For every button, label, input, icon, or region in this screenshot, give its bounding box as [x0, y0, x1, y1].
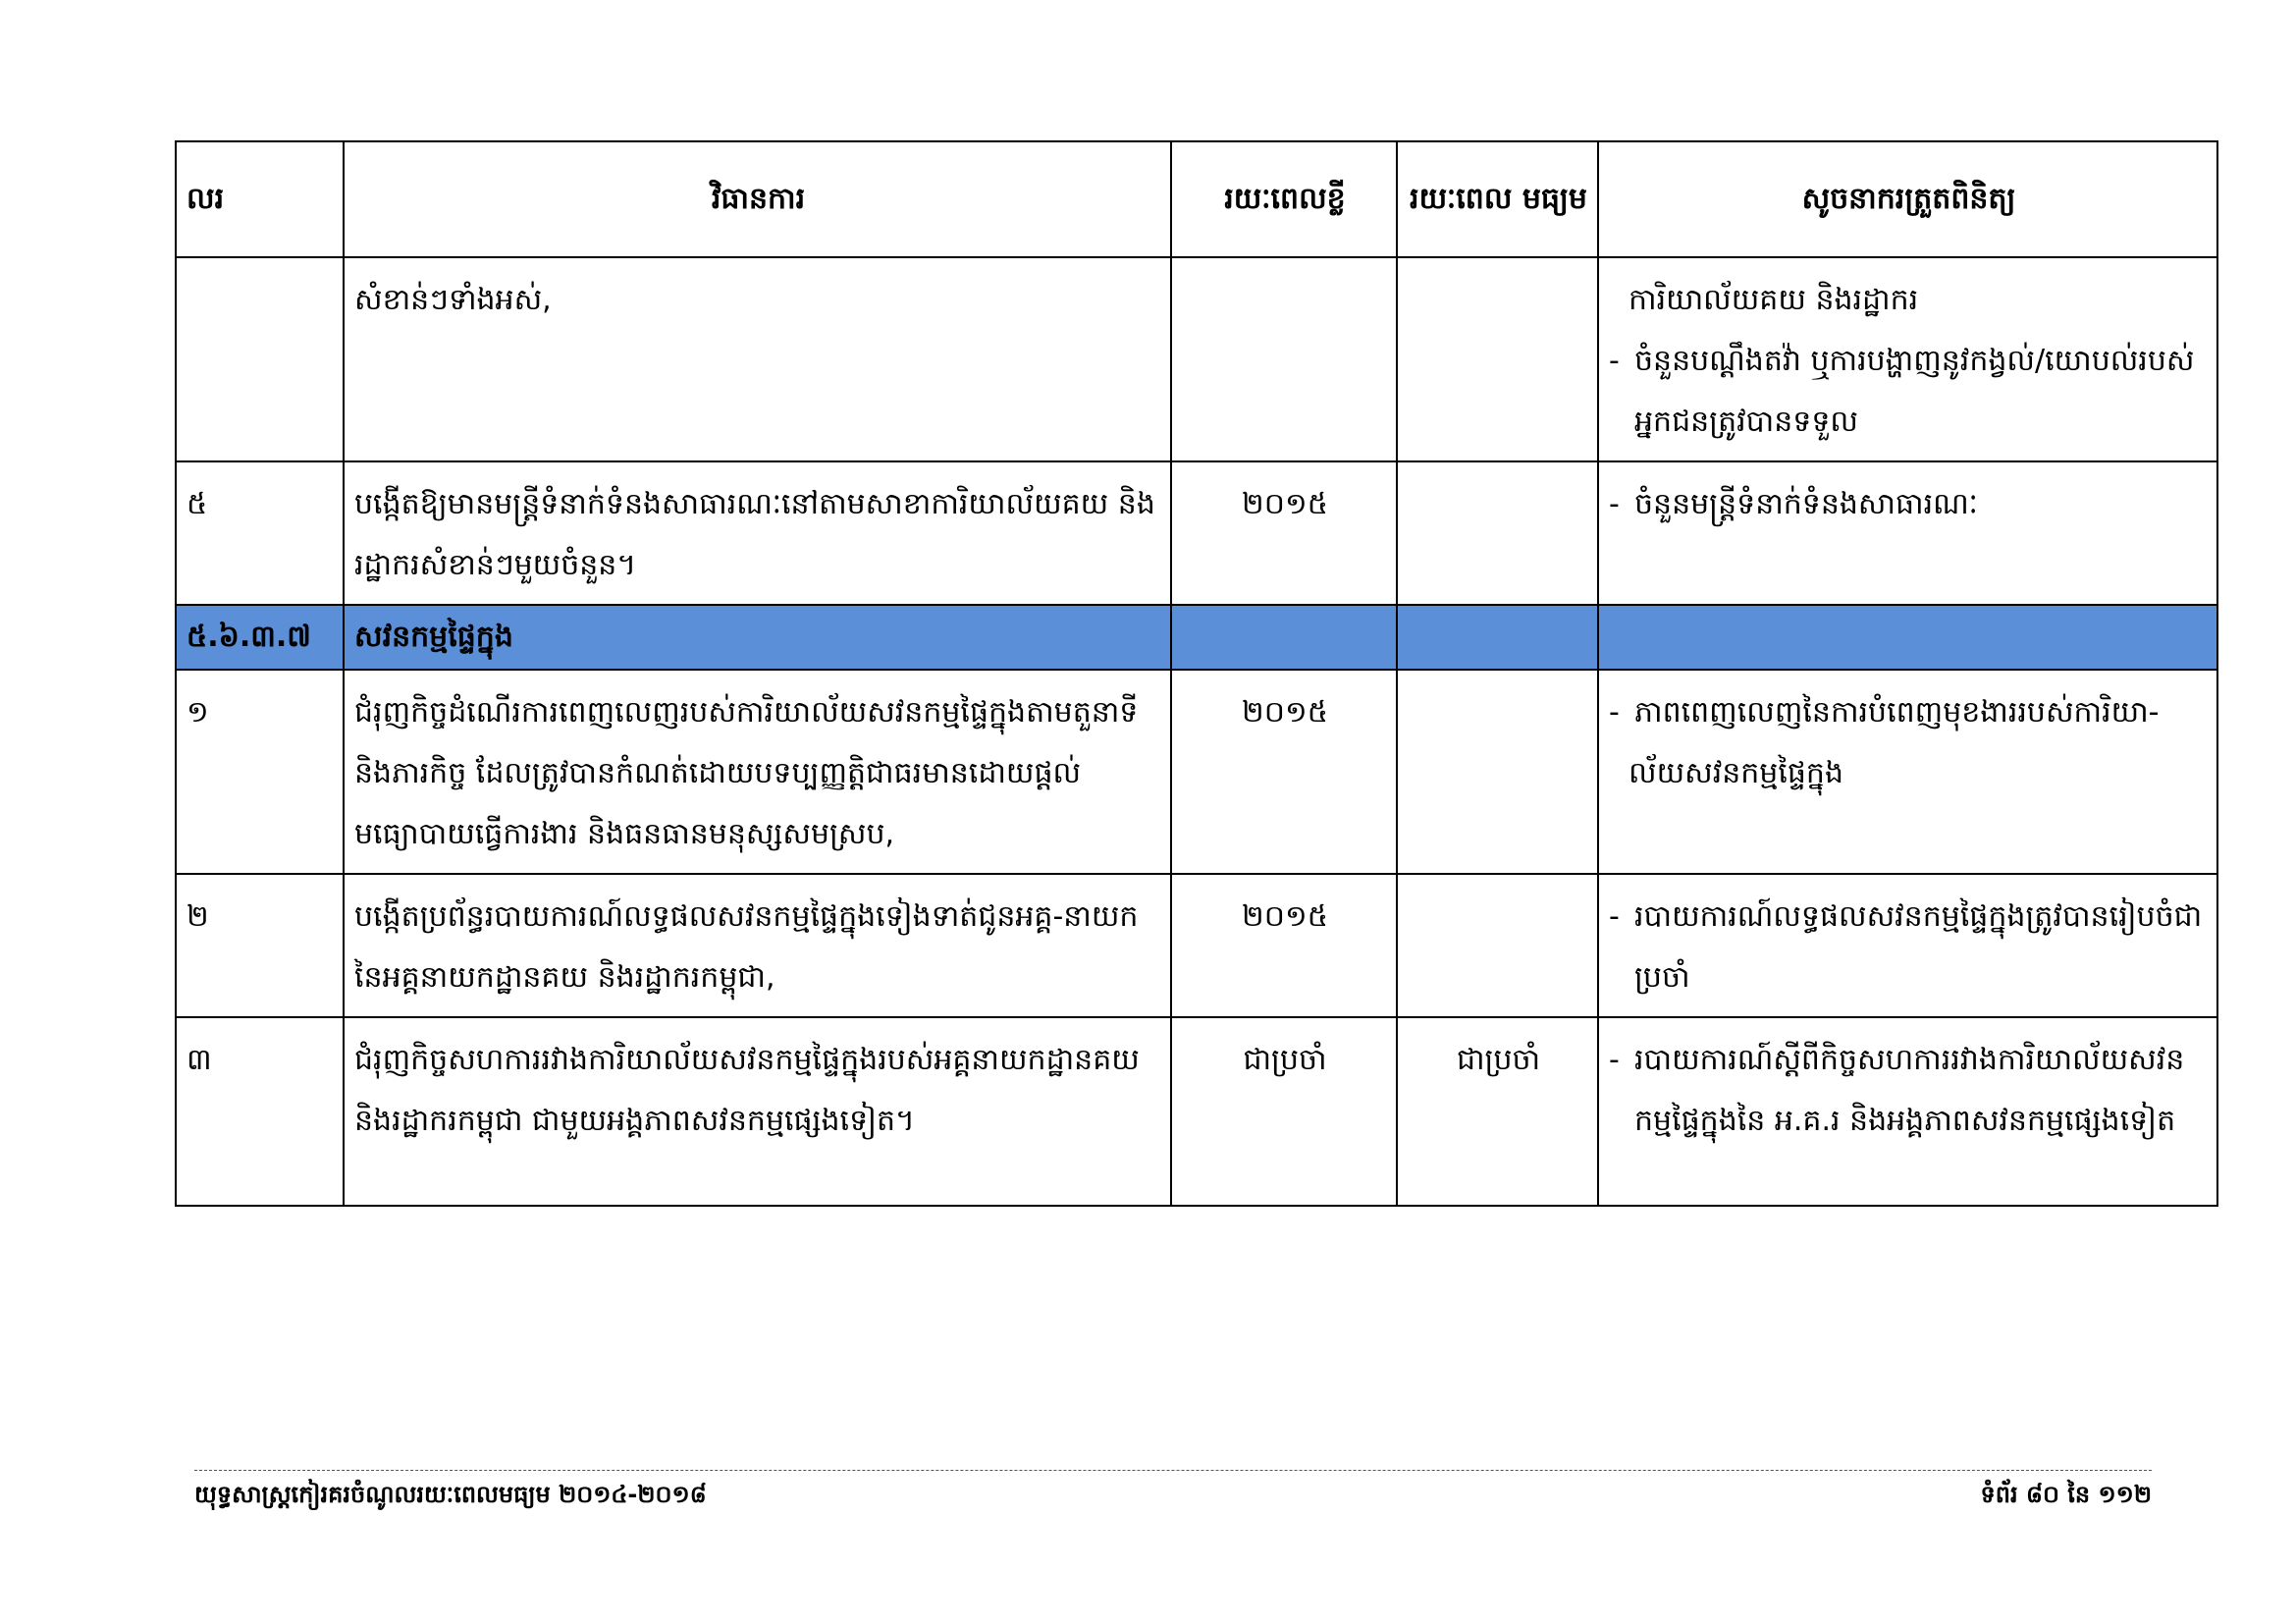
- section-number: ៥.៦.៣.៧: [176, 605, 344, 670]
- dash-bullet: -: [1609, 344, 1620, 378]
- indicator-continuation: ការិយាល័យគយ និងរដ្ឋាករ: [1629, 283, 1919, 317]
- indicator-item: [1609, 1030, 2209, 1152]
- row-short-term: ២០១៥: [1171, 461, 1397, 605]
- row-mid-term: [1397, 874, 1598, 1017]
- section-header-row: [176, 605, 2217, 670]
- row-mid-term: ជាប្រចាំ: [1397, 1017, 1598, 1206]
- row-mid-term: [1397, 257, 1598, 461]
- row-short-term: ជាប្រចាំ: [1171, 1017, 1397, 1206]
- header-short-term: រយៈពេលខ្លី: [1171, 141, 1397, 257]
- row-mid-term: [1397, 461, 1598, 605]
- row-activity: ជំរុញកិច្ចដំណើរការពេញលេញរបស់ការិយាល័យសវនកម្មផ្ទៃក្នុងតាមតួនាទី និងភារកិច្ច ដែលត្រូវបានកំណត់ដោយបទប្បញ្ញត្តិជាធរមានដោយផ្ដល់មធ្យោបាយធ្វើការងារ និងធនធានមនុស្សសមស្រប,: [344, 670, 1171, 874]
- footer-document-title: យុទ្ធសាស្ត្រកៀរគរចំណូលរយៈពេលមធ្យម ២០១៤-២០១៨: [194, 1481, 707, 1508]
- row-activity: បង្កើតឱ្យមានមន្ត្រីទំនាក់ទំនងសាធារណៈនៅតាមសាខាការិយាល័យគយ និងរដ្ឋាករសំខាន់ៗមួយចំនួន។: [344, 461, 1171, 605]
- indicator-item: [1609, 474, 2209, 535]
- table-row: [176, 461, 2217, 605]
- row-mid-term: [1397, 670, 1598, 874]
- dash-bullet: -: [1609, 695, 1620, 730]
- table-row: [176, 874, 2217, 1017]
- row-indicator: [1598, 1017, 2217, 1206]
- row-number: ៣: [176, 1017, 344, 1206]
- row-short-term: ២០១៥: [1171, 874, 1397, 1017]
- indicator-text: ចំនួនមន្ត្រីទំនាក់ទំនងសាធារណៈ: [1634, 487, 1978, 521]
- table-row: [176, 257, 2217, 461]
- indicator-text: ចំនួនបណ្ដឹងតវ៉ា ឬការបង្ហាញនូវកង្វល់/យោបល់របស់អ្នកជនត្រូវបានទទួល: [1634, 344, 2195, 439]
- indicator-item: [1609, 682, 2209, 743]
- section-empty-cell: [1397, 605, 1598, 670]
- action-plan-table: [175, 140, 2218, 1207]
- footer-divider: [194, 1470, 2152, 1471]
- dash-bullet: -: [1609, 487, 1620, 521]
- row-indicator: [1598, 257, 2217, 461]
- section-empty-cell: [1598, 605, 2217, 670]
- row-short-term: ២០១៥: [1171, 670, 1397, 874]
- header-mid-term: រយៈពេល មធ្យម: [1397, 141, 1598, 257]
- indicator-text: ភាពពេញលេញនៃការបំពេញមុខងាររបស់ការិយា-: [1634, 695, 2160, 730]
- row-number: ២: [176, 874, 344, 1017]
- row-number: ៥: [176, 461, 344, 605]
- row-indicator: [1598, 874, 2217, 1017]
- dash-bullet: -: [1609, 899, 1620, 934]
- section-empty-cell: [1171, 605, 1397, 670]
- row-activity: ជំរុញកិច្ចសហការរវាងការិយាល័យសវនកម្មផ្ទៃក្នុងរបស់អគ្គនាយកដ្ឋានគយ និងរដ្ឋាករកម្ពុជា ជាមួយអង្គភាពសវនកម្មផ្សេងទៀត។: [344, 1017, 1171, 1206]
- row-number: ១: [176, 670, 344, 874]
- table-row: [176, 670, 2217, 874]
- indicator-text: របាយការណ៍លទ្ធផលសវនកម្មផ្ទៃក្នុងត្រូវបានរៀបចំជាប្រចាំ: [1634, 899, 2203, 995]
- header-indicator: សូចនាករត្រួតពិនិត្យ: [1598, 141, 2217, 257]
- header-activity: វិធានការ: [344, 141, 1171, 257]
- row-number: [176, 257, 344, 461]
- row-activity: បង្កើតប្រព័ន្ធរបាយការណ៍លទ្ធផលសវនកម្មផ្ទៃក្នុងទៀងទាត់ជូនអគ្គ-នាយកនៃអគ្គនាយកដ្ឋានគយ និងរដ្ឋាករកម្ពុជា,: [344, 874, 1171, 1017]
- row-activity: សំខាន់ៗទាំងអស់,: [344, 257, 1171, 461]
- footer-page-number: ទំព័រ ៨០ នៃ ១១២: [1980, 1481, 2152, 1508]
- indicator-text: របាយការណ៍ស្ដីពីកិច្ចសហការរវាងការិយាល័យសវនកម្មផ្ទៃក្នុងនៃ អ.គ.រ និងអង្គភាពសវនកម្មផ្សេងទៀត: [1634, 1043, 2185, 1138]
- dash-bullet: -: [1609, 1043, 1620, 1077]
- section-title: សវនកម្មផ្ទៃក្នុង: [344, 605, 1171, 670]
- row-short-term: [1171, 257, 1397, 461]
- indicator-item: [1609, 887, 2209, 1008]
- row-indicator: [1598, 670, 2217, 874]
- header-number: លរ: [176, 141, 344, 257]
- indicator-item: [1609, 331, 2209, 453]
- row-indicator: [1598, 461, 2217, 605]
- table-header-row: [176, 141, 2217, 257]
- indicator-continuation: ល័យសវនកម្មផ្ទៃក្នុង: [1629, 756, 1843, 790]
- table-row: [176, 1017, 2217, 1206]
